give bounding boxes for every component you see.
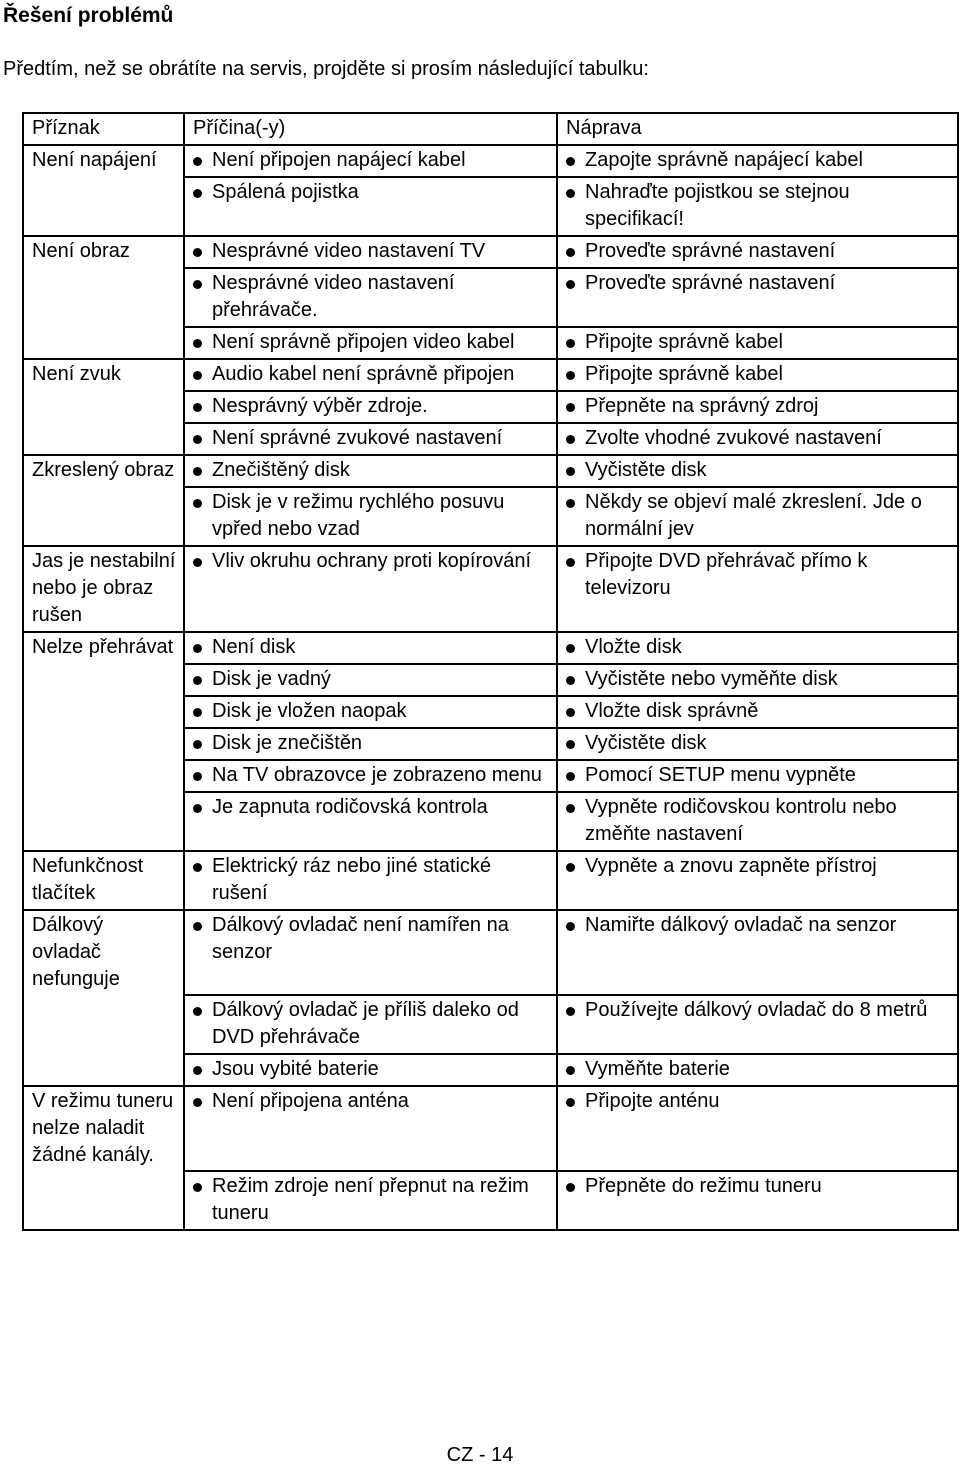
cause-cell — [184, 760, 557, 792]
cause-cell — [184, 327, 557, 359]
bullet-icon — [566, 863, 575, 872]
remedy-cell — [557, 423, 957, 455]
cause-cell — [184, 664, 557, 696]
cause-text: Dálkový ovladač není namířen na senzor — [212, 914, 509, 963]
remedy-item — [566, 425, 951, 452]
table-row — [24, 423, 957, 455]
remedy-text: Pomocí SETUP menu vypněte — [585, 764, 856, 786]
cause-text: Disk je vadný — [212, 668, 331, 690]
remedy-cell — [557, 696, 957, 728]
bullet-icon — [566, 467, 575, 476]
symptom-cell — [24, 1171, 184, 1229]
bullet-icon — [566, 922, 575, 931]
symptom-cell: Nefunkčnost tlačítek — [24, 851, 184, 910]
cause-text: Nesprávný výběr zdroje. — [212, 395, 428, 417]
header-cause: Příčina(-y) — [184, 114, 557, 145]
cause-text: Audio kabel není správně připojen — [212, 363, 515, 385]
remedy-item — [566, 393, 951, 420]
remedy-text: Nahraďte pojistkou se stejnou specifikací! — [585, 181, 850, 230]
symptom-cell: Nelze přehrávat — [24, 632, 184, 664]
cause-cell — [184, 696, 557, 728]
cause-item — [193, 489, 550, 543]
remedy-text: Namiřte dálkový ovladač na senzor — [585, 914, 897, 936]
remedy-item — [566, 457, 951, 484]
table-row — [24, 760, 957, 792]
cause-text: Vliv okruhu ochrany proti kopírování — [212, 550, 532, 572]
remedy-item — [566, 270, 951, 297]
cause-text: Režim zdroje není přepnut na režim tuneru — [212, 1175, 529, 1224]
cause-text: Není správné zvukové nastavení — [212, 427, 503, 449]
bullet-icon — [193, 740, 202, 749]
cause-cell — [184, 632, 557, 664]
remedy-text: Zvolte vhodné zvukové nastavení — [585, 427, 882, 449]
bullet-icon — [566, 558, 575, 567]
symptom-cell: Není obraz — [24, 236, 184, 268]
cause-item — [193, 393, 550, 420]
bullet-icon — [193, 157, 202, 166]
bullet-icon — [193, 1007, 202, 1016]
bullet-icon — [566, 676, 575, 685]
cause-text: Není připojena anténa — [212, 1090, 409, 1112]
cause-cell — [184, 455, 557, 487]
bullet-icon — [193, 499, 202, 508]
remedy-item — [566, 794, 951, 848]
cause-item — [193, 666, 550, 693]
cause-cell — [184, 910, 557, 995]
remedy-text: Vyměňte baterie — [585, 1058, 730, 1080]
troubleshooting-table — [22, 112, 959, 1231]
remedy-item — [566, 1173, 951, 1200]
symptom-cell — [24, 268, 184, 327]
remedy-text: Vyčistěte disk — [585, 732, 707, 754]
table-row — [24, 487, 957, 546]
cause-text: Disk je vložen naopak — [212, 700, 407, 722]
remedy-text: Někdy se objeví malé zkreslení. Jde o normální jev — [585, 491, 922, 540]
symptom-cell — [24, 696, 184, 728]
bullet-icon — [193, 189, 202, 198]
page-number: CZ - 14 — [446, 1444, 514, 1466]
bullet-icon — [566, 189, 575, 198]
bullet-icon — [193, 371, 202, 380]
cause-cell — [184, 546, 557, 632]
table-row — [24, 664, 957, 696]
cause-text: Spálená pojistka — [212, 181, 359, 203]
cause-cell — [184, 236, 557, 268]
symptom-cell: Dálkový ovladač nefunguje — [24, 910, 184, 995]
table-row — [24, 792, 957, 851]
remedy-cell — [557, 177, 957, 236]
bullet-icon — [566, 435, 575, 444]
bullet-icon — [193, 644, 202, 653]
remedy-text: Vložte disk správně — [585, 700, 759, 722]
remedy-item — [566, 730, 951, 757]
bullet-icon — [193, 676, 202, 685]
remedy-item — [566, 329, 951, 356]
remedy-text: Připojte správně kabel — [585, 363, 783, 385]
remedy-item — [566, 634, 951, 661]
bullet-icon — [566, 1098, 575, 1107]
remedy-text: Proveďte správné nastavení — [585, 272, 836, 294]
bullet-icon — [566, 1066, 575, 1075]
cause-cell — [184, 1054, 557, 1086]
table-row — [24, 177, 957, 236]
symptom-cell — [24, 423, 184, 455]
remedy-cell — [557, 145, 957, 177]
bullet-icon — [566, 1183, 575, 1192]
intro-text: Předtím, než se obrátíte na servis, projděte si prosím následující tabulku: — [3, 58, 649, 80]
remedy-text: Připojte DVD přehrávač přímo k televizoru — [585, 550, 868, 599]
cause-item — [193, 361, 550, 388]
cause-text: Disk je v režimu rychlého posuvu vpřed nebo vzad — [212, 491, 505, 540]
symptom-cell: Není napájení — [24, 145, 184, 177]
bullet-icon — [566, 371, 575, 380]
remedy-item — [566, 548, 951, 602]
remedy-cell — [557, 455, 957, 487]
remedy-item — [566, 179, 951, 233]
symptom-cell — [24, 760, 184, 792]
remedy-item — [566, 666, 951, 693]
remedy-text: Proveďte správné nastavení — [585, 240, 836, 262]
table-header-row — [24, 114, 957, 145]
cause-text: Nesprávné video nastavení TV — [212, 240, 486, 262]
table-row — [24, 236, 957, 268]
bullet-icon — [566, 772, 575, 781]
cause-item — [193, 329, 550, 356]
cause-item — [193, 548, 550, 575]
bullet-icon — [566, 1007, 575, 1016]
symptom-cell — [24, 391, 184, 423]
bullet-icon — [193, 922, 202, 931]
bullet-icon — [566, 708, 575, 717]
table-row — [24, 546, 957, 632]
cause-item — [193, 912, 550, 966]
cause-text: Znečištěný disk — [212, 459, 350, 481]
bullet-icon — [193, 1066, 202, 1075]
bullet-icon — [193, 558, 202, 567]
remedy-cell — [557, 391, 957, 423]
remedy-item — [566, 853, 951, 880]
bullet-icon — [566, 248, 575, 257]
bullet-icon — [566, 740, 575, 749]
table-row — [24, 1171, 957, 1229]
bullet-icon — [566, 804, 575, 813]
remedy-cell — [557, 487, 957, 546]
cause-text: Je zapnuta rodičovská kontrola — [212, 796, 488, 818]
bullet-icon — [193, 248, 202, 257]
cause-item — [193, 1173, 550, 1227]
cause-cell — [184, 487, 557, 546]
cause-item — [193, 997, 550, 1051]
bullet-icon — [566, 280, 575, 289]
remedy-text: Vypněte a znovu zapněte přístroj — [585, 855, 877, 877]
remedy-item — [566, 489, 951, 543]
remedy-cell — [557, 268, 957, 327]
cause-cell — [184, 1086, 557, 1171]
table-row — [24, 268, 957, 327]
table-row — [24, 1086, 957, 1171]
table-row — [24, 851, 957, 910]
bullet-icon — [566, 339, 575, 348]
bullet-icon — [193, 435, 202, 444]
remedy-text: Přepněte na správný zdroj — [585, 395, 819, 417]
symptom-cell — [24, 1054, 184, 1086]
header-symptom: Příznak — [24, 114, 184, 145]
remedy-item — [566, 762, 951, 789]
symptom-cell — [24, 487, 184, 546]
symptom-cell — [24, 792, 184, 851]
table-row — [24, 728, 957, 760]
cause-item — [193, 179, 550, 206]
cause-item — [193, 762, 550, 789]
table-row — [24, 145, 957, 177]
cause-item — [193, 147, 550, 174]
bullet-icon — [566, 403, 575, 412]
remedy-item — [566, 1056, 951, 1083]
cause-text: Není připojen napájecí kabel — [212, 149, 466, 171]
table-row — [24, 632, 957, 664]
remedy-cell — [557, 1054, 957, 1086]
symptom-cell — [24, 728, 184, 760]
remedy-text: Připojte anténu — [585, 1090, 720, 1112]
remedy-text: Vypněte rodičovskou kontrolu nebo změňte nastavení — [585, 796, 897, 845]
cause-item — [193, 634, 550, 661]
bullet-icon — [193, 280, 202, 289]
remedy-text: Vyčistěte nebo vyměňte disk — [585, 668, 838, 690]
cause-text: Elektrický ráz nebo jiné statické rušení — [212, 855, 492, 904]
cause-item — [193, 1056, 550, 1083]
cause-item — [193, 698, 550, 725]
cause-cell — [184, 792, 557, 851]
symptom-cell — [24, 177, 184, 236]
remedy-cell — [557, 910, 957, 995]
remedy-item — [566, 238, 951, 265]
cause-cell — [184, 391, 557, 423]
table-row — [24, 696, 957, 728]
remedy-item — [566, 997, 951, 1024]
cause-text: Není správně připojen video kabel — [212, 331, 515, 353]
symptom-cell: Zkreslený obraz — [24, 455, 184, 487]
cause-cell — [184, 728, 557, 760]
cause-item — [193, 457, 550, 484]
cause-item — [193, 1088, 550, 1115]
remedy-item — [566, 147, 951, 174]
bullet-icon — [193, 804, 202, 813]
table-row — [24, 1054, 957, 1086]
bullet-icon — [193, 863, 202, 872]
cause-cell — [184, 145, 557, 177]
remedy-cell — [557, 760, 957, 792]
remedy-text: Používejte dálkový ovladač do 8 metrů — [585, 999, 928, 1021]
symptom-cell: V režimu tuneru nelze naladit žádné kanály. — [24, 1086, 184, 1171]
remedy-item — [566, 1088, 951, 1115]
bullet-icon — [193, 1098, 202, 1107]
remedy-cell — [557, 728, 957, 760]
bullet-icon — [566, 157, 575, 166]
cause-text: Není disk — [212, 636, 296, 658]
remedy-cell — [557, 327, 957, 359]
cause-item — [193, 730, 550, 757]
symptom-cell — [24, 664, 184, 696]
bullet-icon — [193, 467, 202, 476]
remedy-cell — [557, 236, 957, 268]
remedy-text: Připojte správně kabel — [585, 331, 783, 353]
cause-cell — [184, 268, 557, 327]
cause-cell — [184, 1171, 557, 1229]
cause-item — [193, 238, 550, 265]
table-row — [24, 391, 957, 423]
table-row — [24, 995, 957, 1054]
bullet-icon — [193, 403, 202, 412]
remedy-item — [566, 698, 951, 725]
cause-text: Jsou vybité baterie — [212, 1058, 379, 1080]
remedy-text: Vyčistěte disk — [585, 459, 707, 481]
remedy-item — [566, 361, 951, 388]
remedy-cell — [557, 1086, 957, 1171]
cause-cell — [184, 423, 557, 455]
remedy-item — [566, 912, 951, 939]
remedy-cell — [557, 664, 957, 696]
bullet-icon — [193, 772, 202, 781]
cause-cell — [184, 995, 557, 1054]
cause-text: Na TV obrazovce je zobrazeno menu — [212, 764, 542, 786]
remedy-text: Přepněte do režimu tuneru — [585, 1175, 822, 1197]
remedy-cell — [557, 792, 957, 851]
bullet-icon — [193, 339, 202, 348]
remedy-cell — [557, 995, 957, 1054]
bullet-icon — [566, 644, 575, 653]
bullet-icon — [193, 708, 202, 717]
symptom-cell: Jas je nestabilní nebo je obraz rušen — [24, 546, 184, 632]
remedy-cell — [557, 1171, 957, 1229]
remedy-cell — [557, 546, 957, 632]
cause-cell — [184, 177, 557, 236]
cause-text: Dálkový ovladač je příliš daleko od DVD přehrávače — [212, 999, 519, 1048]
symptom-cell — [24, 995, 184, 1054]
header-remedy: Náprava — [566, 117, 642, 139]
remedy-cell — [557, 851, 957, 910]
cause-text: Disk je znečištěn — [212, 732, 363, 754]
cause-text: Nesprávné video nastavení přehrávače. — [212, 272, 455, 321]
table-row — [24, 455, 957, 487]
table-row — [24, 910, 957, 995]
symptom-cell — [24, 327, 184, 359]
remedy-text: Vložte disk — [585, 636, 682, 658]
cause-item — [193, 270, 550, 324]
remedy-text: Zapojte správně napájecí kabel — [585, 149, 863, 171]
page-title: Řešení problémů — [3, 4, 174, 27]
cause-cell — [184, 359, 557, 391]
symptom-cell: Není zvuk — [24, 359, 184, 391]
cause-item — [193, 853, 550, 907]
remedy-cell — [557, 359, 957, 391]
table-row — [24, 327, 957, 359]
cause-item — [193, 794, 550, 821]
cause-cell — [184, 851, 557, 910]
table-row — [24, 359, 957, 391]
bullet-icon — [193, 1183, 202, 1192]
cause-item — [193, 425, 550, 452]
bullet-icon — [566, 499, 575, 508]
remedy-cell — [557, 632, 957, 664]
